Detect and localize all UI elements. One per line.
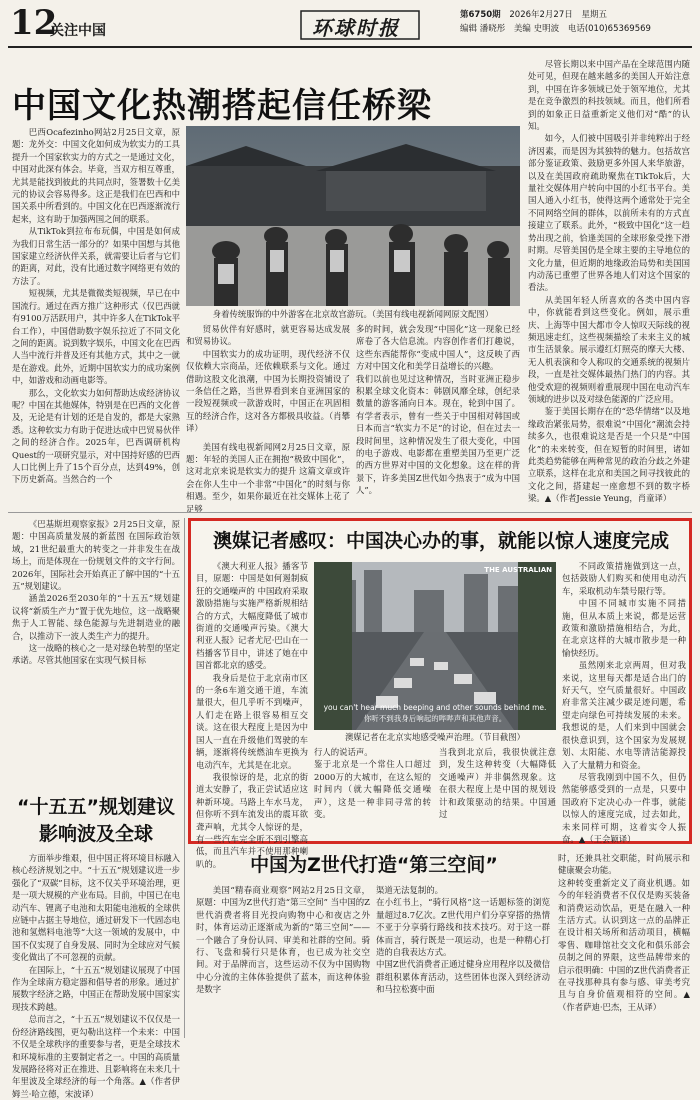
article4-col3: 时，还兼具社交职能，时尚展示和健康聚会功能。 这种转变重新定义了商业机遇。如今的年轻消费者不仅仅是购买装备和消费运动饮品，更是在融入一种生活方式。认识到这一点的品牌正在设计相关场所和活动项目，横幅零售、咖啡馆社交文化和俱乐部会员制之间的界限，这些品牌带来的启示很明确：中国的Z世代消费者正在寻找那种具有参与感、审美考究且与自身价值观相符的空间。▲（作者萨迪·巴杰，王从译） bbox=[558, 853, 690, 1012]
article1-col2-p1: 贸易伙伴有好感时，就更容易达成发展和贸易协议。 bbox=[186, 324, 350, 347]
article4-headline: 中国为Z世代打造“第三空间” bbox=[250, 854, 498, 876]
section-title: 关注中国 bbox=[50, 23, 106, 39]
article1-col2-p3: 美国有线电视新闻网2月25日文章，原题：年轻的美国人正在拥抱“极致中国化”，这对北京来说是软实力的提升 这篇文章或许会在你人生中一个非常“中国化”的时刻与你相遇。至少，如果你最近在社交媒体上花了足够 bbox=[186, 441, 350, 514]
logo-text: 环球时报 bbox=[312, 16, 400, 40]
article3-col3-p2: 中国不同城市实施不同措施，但从本质上来说，都是运营政策和激励措施相结合，为此，在北京这样的大城市散步是一种愉快经历。 bbox=[562, 598, 686, 658]
article1-col3: 多的时间，就会发现“中国化”这一现象已经席卷了各大信息流。内容创作者们打趣说，这些东西能帮你“变成中国人”，这反映了西方对中国文化和美学日益增长的兴趣。 我们以前也见过这种情况，当时亚洲正稳步积累全球文化资本：韩剧风靡全球，创纪录数量的游客涌向日本。现在，轮到中国了。有学者表示，曾有一些关于中国相对韩国或日本而言“软实力不足”的讨论，但在过去一段时间里，这种情况发生了很大变化，中国的电子游戏、电影都在重塑美国乃至更广泛的西方世界对中国的文化想象。这在样的背景下，许多美国Z世代如今热衷于“成为中国人”。 bbox=[356, 324, 520, 496]
article2-body1: 涵盖2026至2030年的“十五五”规划建议将“新质生产力”置于优先地位，这一战略聚焦于人工智能、绿色能源与先进制造业的融合，以推动下一波人类生产力的提升。 bbox=[12, 593, 180, 641]
article1-col4-p4: 鉴于美国长期存在的“恐华情绪”以及地缘政治紧张局势，很难说“中国化”潮流会持续多久，也很难说这是否是一个只是“中国化”的未来转变，但在短暂的时间里，诸如此类趋势能够在两种常见的政治分歧之外建立联系，这样在北京和美国之间寻找彼此的文化之间，搭建起一座愈想不到的数字桥梁。▲（作者Jessie Yeung，肖童译） bbox=[528, 406, 690, 504]
article1-col4-p1: 尽管长期以来中国产品在全球范围内随处可见，但现在越来越多的美国人开始注意到，中国在许多领域已处于领军地位，尤其是在竞争激烈的科技领域。而且，他们所看到的如象正日益重新定义他们对“酷”的认知。 bbox=[528, 59, 690, 132]
newspaper-logo bbox=[300, 10, 420, 40]
article1-col2 bbox=[186, 323, 350, 514]
photo-subtitle-en: you can't hear much beeping and other sounds behind me. bbox=[323, 703, 547, 712]
forbidden-city-photo-icon bbox=[186, 126, 520, 306]
article2-body3: 方面举步维艰，但中国正将环境目标融入核心经济规划之中。“十五五”规划建议进一步强化了“双碳”目标，这不仅关乎环境治理，更是一项大规模的产业布局。目前，中国已在电动汽车、锂离子电池和太阳能电池板的全球供应链中占据主导地位，通过研发下一代固态电池和氢燃料电池等“大这一领域的发展中，中国不仅实现了自身发展、同时为全球应对气候变化做出了不可忽视的贡献。 bbox=[12, 853, 180, 963]
article3-col2: 行人的说话声。 鉴于北京是一个常住人口超过2000万的大城市，在这么短的时间内（就大幅降低交通噪声），这是一种非同寻常的转变。 当我到北京后，我很快就注意到，发生这种转变（大幅降低交通噪声）并非偶然现象。这在很大程度上是中国的规划设计和政策驱动的结果。中国通过 bbox=[314, 747, 556, 820]
main-headline: 中国文化热潮搭起信任桥梁 bbox=[12, 86, 432, 126]
article3-col1-p2: 我身后是位于北京南市区的一条6车道交通干道，车流量很大，但几乎听不到噪声，人们走在路上很容易相互交谈。这在很大程度上是因为中国人一直在升级他们驾驶的车辆，逐渐将传统燃油车更换为电动汽车，尤其是在北京。 bbox=[196, 672, 308, 770]
article1-col1-p3: 短视频，尤其是微微类短视频，早已在中国流行。通过在西方推广这种形式（仅巴西就有9100万活跃用户，其中许多人在TikTok平台工作），中国借助数字娱乐拉近了不同文化之间的距离。说到数字娱乐，中国文化在巴西人当中流行并普及还有其他方式，其中之一就是在游戏。此外，近期中国软实力的成功案例中，如游戏和动画电影等。 bbox=[12, 288, 180, 386]
article1-col1 bbox=[12, 126, 180, 504]
article2-body2: 这一战略的核心之一是对绿色转型的坚定承诺。尽管其他国家在实现气候目标 bbox=[12, 643, 180, 666]
photo-watermark: THE AUSTRALIAN bbox=[484, 566, 552, 574]
article1-col1-p4: 那么，文化软实力如何帮助达成经济协议呢？中国在其他媒体，特别是在巴西的文化普及，无论是有计划的还是自发的，都是大家熟悉。这种软实力有助于促进达成中巴贸易伙伴之间的经济合作。2025年，巴西调研机构Quest的一项研究显示，对中国持好感的巴西人口比例上升了15个百分点，达到49%，创下历史新高。当然合约一个 bbox=[12, 387, 180, 485]
article2-intro-block bbox=[12, 518, 180, 668]
article4-col1-p1: 美国“精春商业观察”网站2月25日文章，原题：中国为Z世代打造“第三空间” 当中国的Z世代消费者将目光投向购物中心和夜店之外时，体育运动正逐渐成为新的“第三空间”——一个融合了身份认同、审美和社群的空间。骑行、飞盘和骑行只是体育，也已成为社交空间。对于品牌而言，这些运动不仅为中国购物中心分流的主体体验提供了蓝本，而这种体验是数字 bbox=[196, 885, 370, 995]
column-divider bbox=[184, 518, 185, 1038]
article1-photo bbox=[186, 126, 520, 306]
article2-body4: 在国际上，“十五五”规划建议展现了中国作为全球南方稳定器和倡导者的形象。通过扩展数字经济之路，中国正在帮助发展中国家实现技术跨越。 bbox=[12, 964, 180, 1012]
article1-col2-p2: 中国软实力的成功证明，现代经济不仅仅依赖大宗商品，还依赖联系与文化。通过借助这股文化浪潮，中国为长期投资铺设了一条信任之路，当世界看到来自亚洲国家的一段短视频或一款游戏时，中国正在巩固相互的经济合作，这对各方都极具收益。（肖攀译） bbox=[186, 348, 350, 434]
article3-col1-p1: 《澳大利亚人报》播客节目，原题：中国是如何遏制疯狂的交通噪声的 中国政府采取激励措施与实施严格新规相结合的方式，大幅度降低了城市街道的交通噪声污染。《澳大利亚人报》记者尤尼·巴山在一档播客节目中，讲述了她在中国首都北京的感受。 bbox=[196, 561, 308, 671]
article2-body5: 总而言之，“十五五”规划建议不仅仅是一份经济路线图，更勾勒出这样一个未来：中国不仅是全球秩序的重要参与者，更是全球技术和环境标准的主要制定者之一。中国的高质量发展路径将对正在推进、且影响将在未来几十年里波及全球经济的每一个角落。▲（作者伊姆兰·哈立德，宋波译） bbox=[12, 1014, 180, 1099]
article4-col1 bbox=[196, 884, 370, 1040]
article1-col1-p1: 巴西Ocafezinho网站2月25日文章，原题：龙外交：中国文化如何成为软实力的工具 提升一个国家软实力的方式之一是通过文化，中国对此深有体会。毕竟，当双方相互尊重，尤其是能找到彼此的共同点时，签署数十亿美元的协议会容易得多。这正是我们在巴西和中国关系中所看到的。中国文化在巴西逐渐流行起来，这有助于加强两国之间的联系。 bbox=[12, 127, 180, 224]
editor-credit: 编辑 潘晓彤 bbox=[460, 24, 506, 34]
article3-headline: 澳媒记者感叹：中国决心办的事，就能以惊人速度完成 bbox=[212, 530, 669, 552]
designer-credit: 美编 史明波 bbox=[513, 24, 560, 34]
phone-credit: 电话(010)65369569 bbox=[567, 24, 651, 34]
article-divider bbox=[8, 512, 692, 513]
article1-photo-caption: 身着传统服饰的中外游客在北京故宫游玩。（美国有线电视新闻网原文配图） bbox=[212, 309, 494, 319]
article1-col4-p3: 从美国年轻人所喜欢的各类中国内容中，你就能看到这些变化。例如，展示重庆、上海等中国大都市令人惊叹天际线的视频迅速走红，这些视频描绘了未来主义的城市生活景象。展示遵红灯照亮的摩天大楼、无人机表演和令人称叹的交通系统的视频片段，一直是社交媒体最热门热门的内容。其他受欢迎的视频则着重展现中国在电动汽车领域的进步以及对绿色能源的广泛应用。 bbox=[528, 294, 690, 404]
article3-photo-caption: 澳媒记者在北京实地感受噪声治理。（节目截图） bbox=[344, 732, 526, 742]
page-number: 12 bbox=[10, 3, 58, 43]
header-rule bbox=[8, 46, 692, 48]
issue-number: 第6750期 bbox=[460, 10, 501, 20]
article1-col1-p2: 从TikTok到拉布布玩偶，中国是如何成为我们日常生活一部分的？如果中国想与其他国家建立经济伙伴关系，就需要让后者与它们的距离，对此，没有比通过数字网络更有效的方法了。 bbox=[12, 226, 180, 286]
article3-col3-p4: 尽管我刚到中国不久，但仍然能够感受到的一点是，只要中国政府下定决心办一件事，就能以惊人的速度完成，过去如此，未来同样可期，这着实令人振奋。▲（王会颖译） bbox=[562, 771, 686, 844]
article2-headline: “十五五”规划建议影响波及全球 bbox=[17, 796, 175, 845]
article4-col2: 渠道无法复制的。 在小红书上，“骑行风格”这一话题标签的浏览量超过8.7亿次。Z世代用户们分享穿搭的热情不亚于分享骑行路线和技术技巧。对于这一群体而言，骑行既是一项运动，也是一种精心打造的自我表达方式。 中国Z世代消费者正通过健身应用程序以及微信群组积累体育活动，这些团体也深入到经济动和马拉松赛中面 bbox=[376, 885, 550, 995]
article3-col3-p1: 不同政策措施做到这一点，包括鼓励人们购买和使用电动汽车，采取机动车禁号限行等。 bbox=[562, 561, 686, 596]
article2-body-block bbox=[12, 852, 180, 1099]
article1-col4 bbox=[528, 58, 690, 508]
photo-subtitle-zh: 你听不到我身后响起的哔哔声和其他声音。 bbox=[363, 714, 507, 723]
article3-col1-p3: 我很惊讶的是，北京的街道太安静了，我正尝试适应这种新环境。马路上车水马龙，但你听不到车流发出的震耳欲聋声响，尤其令人惊讶的是，有一些汽车完全听不到引擎高低，而且汽车并不使用那种喇叭的。 bbox=[196, 771, 308, 869]
article2-intro: 《巴基斯坦观察家报》2月25日文章，原题：中国高质量发展的新蓝图 在国际政治领域，21世纪最重大的转变之一并非发生在战场上，而是体现在一份规划文件的文字行间。2026年，国际社会开始真正了解中国的“十五五”规划建议。 bbox=[12, 519, 180, 592]
issue-date: 2026年2月27日 bbox=[509, 10, 573, 20]
masthead-info bbox=[460, 8, 696, 36]
article3-col1 bbox=[196, 560, 308, 869]
article3-photo bbox=[314, 562, 556, 730]
article3-col3 bbox=[562, 560, 686, 844]
issue-weekday: 星期五 bbox=[581, 10, 607, 20]
article1-col4-p2: 如今，人们被中国吸引并非纯粹出于经济因素，而是因为其独特的魅力。包括故宫部分鉴证政策、鼓励更多外国人来华旅游，以及在美国政府疏助聚焦在TikTok后，大量社交媒体用户转向中国的小红书平台。美国人通入小红书，使得这两个通常处于完全不同网络空间的群体，以前所未有的方式直接建立了联系。此外，“极致中国化”这一趋势出现之前，恰逢美国的全球形象受挫下滑时期。尽管美国仍是全球主要的主导地位的文化力量，但近期的地缘政治局势和美国国内动荡已重塑了世界各地人们对这个国家的看法。 bbox=[528, 133, 690, 293]
article3-col3-p3: 虽然刚来北京两周，但对我来说，这里每天都是适合出门的好天气，空气质量很好。中国政府非常关注减少碳足迹问题，希望走向绿色可持续发展的未来。我想说的是，人们来到中国就会很快意识到，这个国家为发展规划、太阳能、水电等清洁能源投入了大量精力和资金。 bbox=[562, 660, 686, 770]
